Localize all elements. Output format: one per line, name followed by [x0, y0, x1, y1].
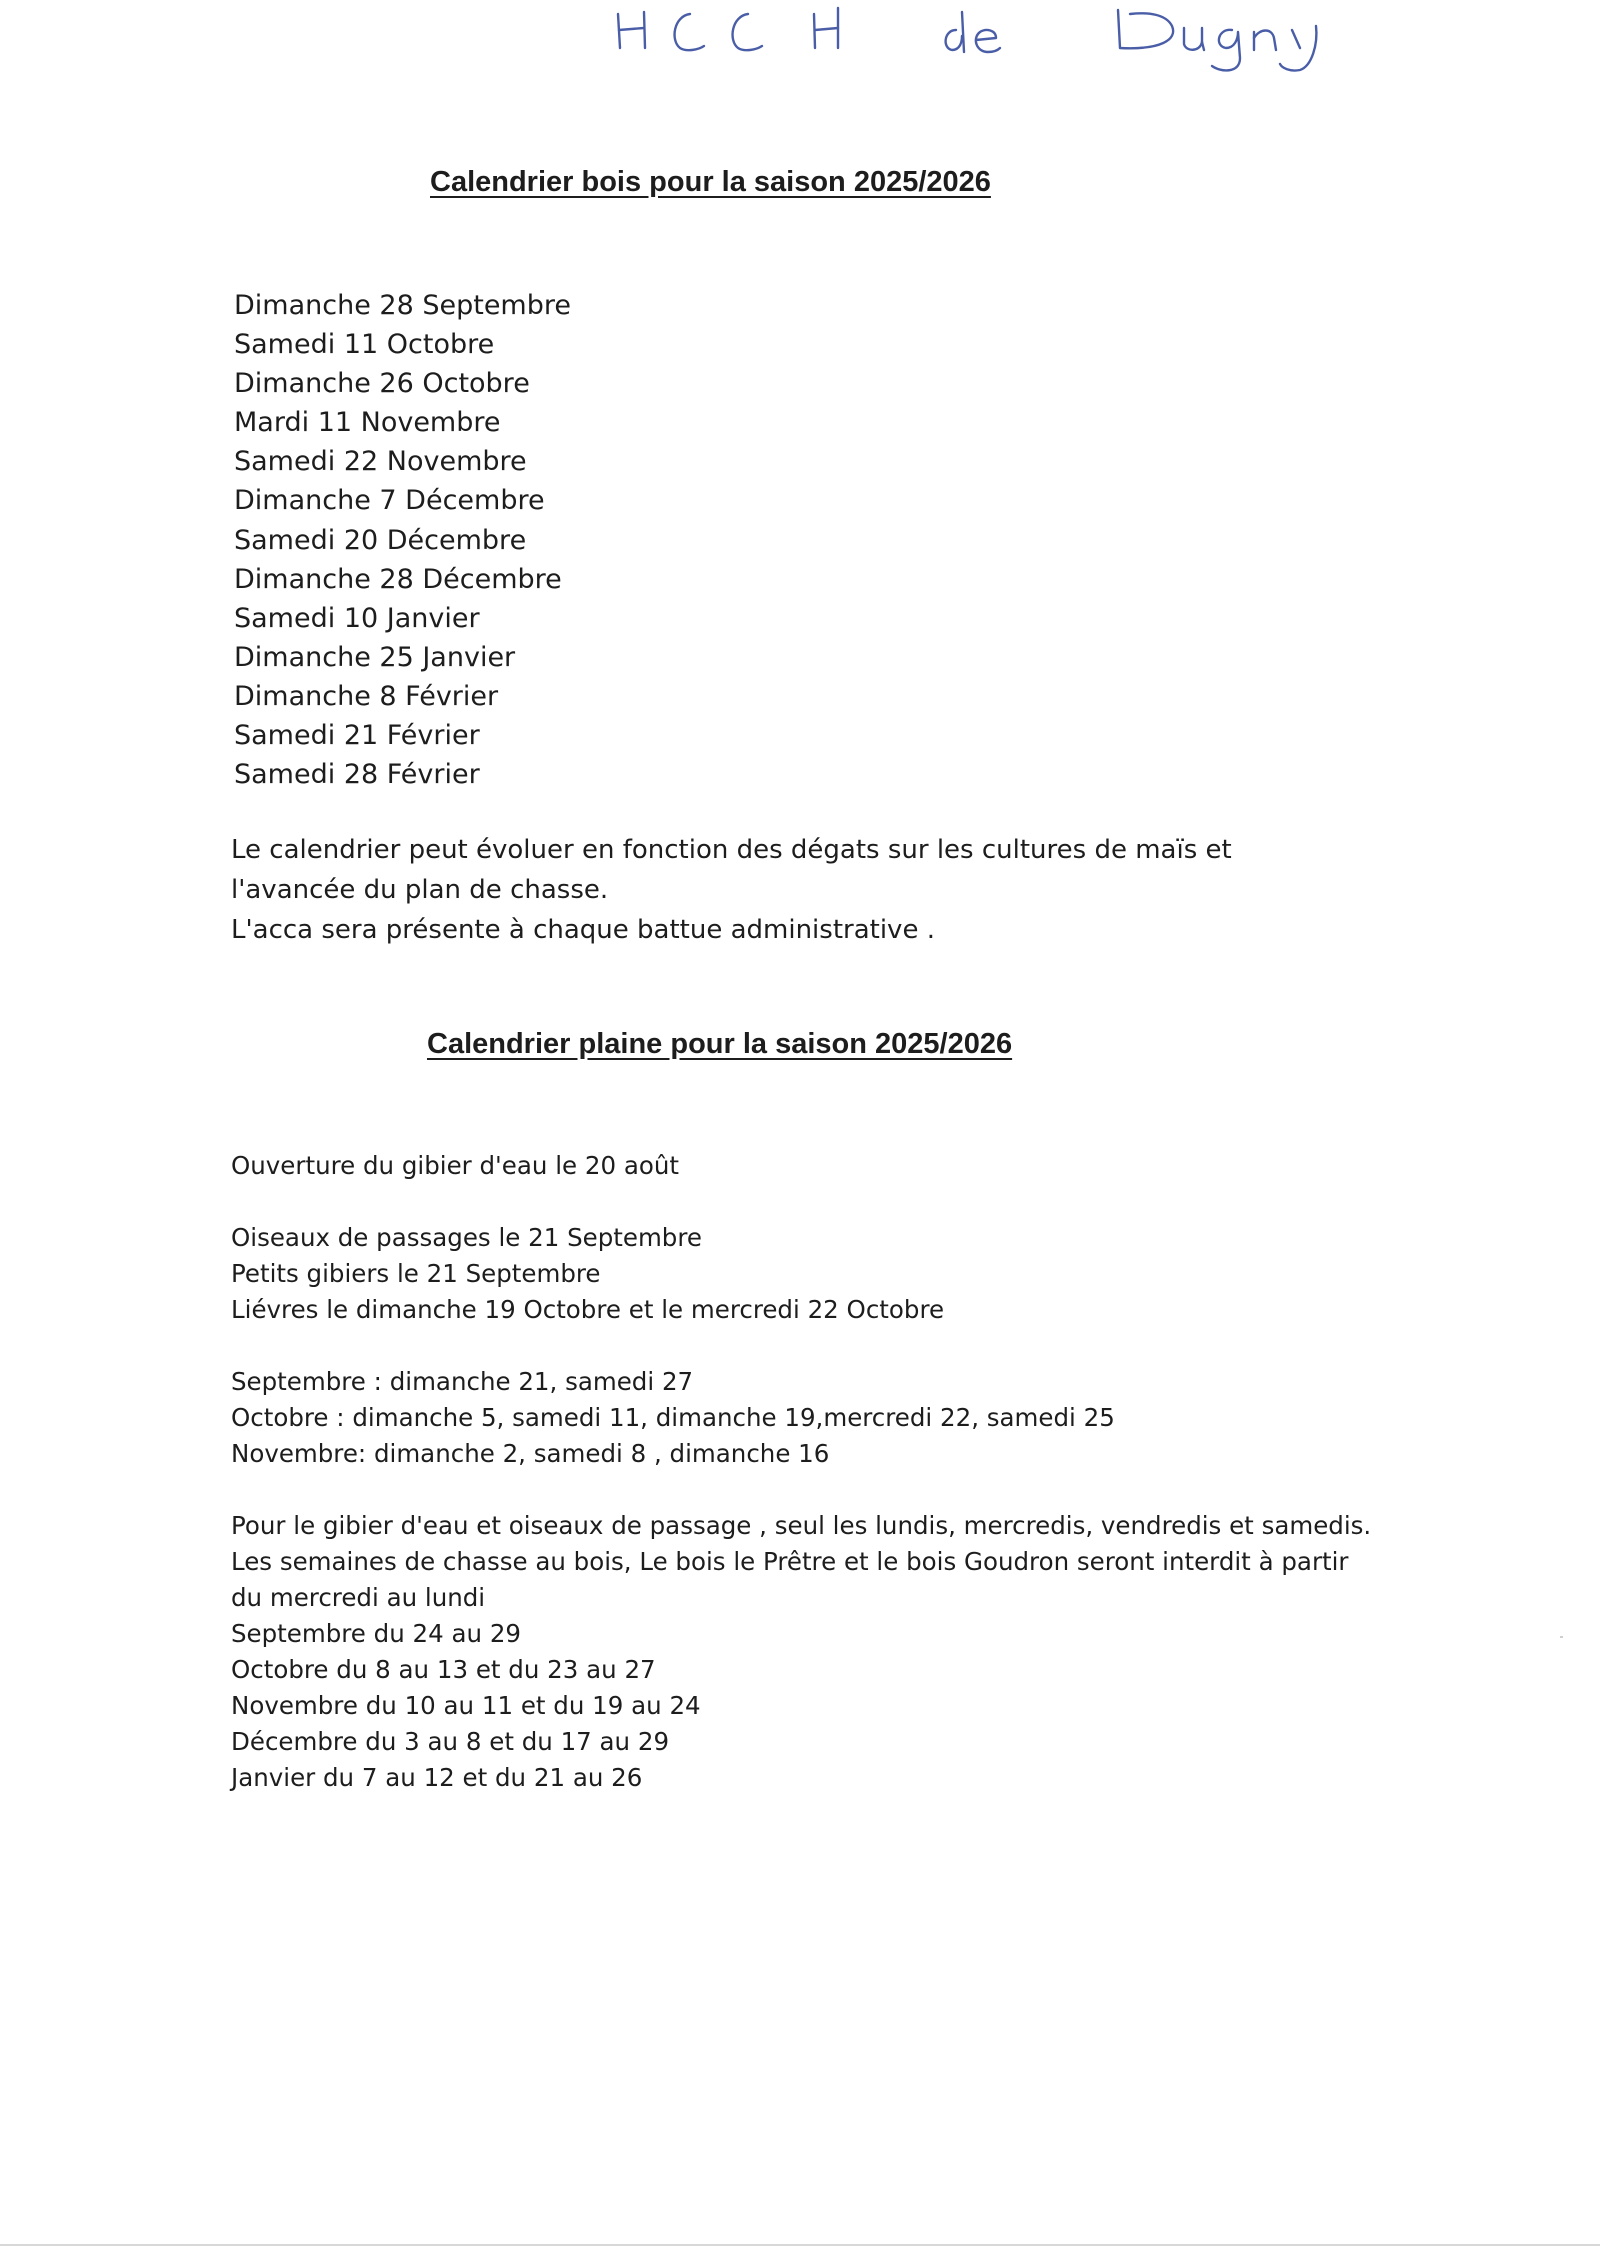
- note-line: Le calendrier peut évoluer en fonction des dégats sur les cultures de maïs et: [231, 835, 1232, 865]
- bois-note: [231, 830, 1381, 950]
- list-item: Samedi 11 Octobre: [234, 329, 495, 361]
- list-item: Pour le gibier d'eau et oiseaux de passage , seul les lundis, mercredis, vendredis et samedis.: [231, 1511, 1372, 1540]
- list-item: Janvier du 7 au 12 et du 21 au 26: [231, 1763, 643, 1792]
- plaine-ouverture: [231, 1148, 1431, 1184]
- bois-section-title: Calendrier bois pour la saison 2025/2026: [430, 166, 991, 198]
- handwritten-signature-icon: [600, 0, 1360, 110]
- list-item: Octobre : dimanche 5, samedi 11, dimanche 19,mercredi 22, samedi 25: [231, 1403, 1115, 1432]
- list-item: Septembre du 24 au 29: [231, 1619, 522, 1648]
- list-item: Dimanche 26 Octobre: [234, 368, 530, 400]
- list-item: Septembre : dimanche 21, samedi 27: [231, 1367, 694, 1396]
- list-item: Novembre du 10 au 11 et du 19 au 24: [231, 1691, 701, 1720]
- list-item: Samedi 21 Février: [234, 720, 480, 752]
- list-item: Dimanche 8 Février: [234, 680, 499, 712]
- bois-dates-list: [234, 286, 571, 794]
- scan-speck: [1560, 1636, 1563, 1638]
- list-item: Samedi 28 Février: [234, 759, 480, 791]
- list-item: Novembre: dimanche 2, samedi 8 , dimanche 16: [231, 1439, 830, 1468]
- scan-edge-line: [0, 2244, 1600, 2246]
- list-item: Les semaines de chasse au bois, Le bois le Prêtre et le bois Goudron seront interdit à partir: [231, 1547, 1349, 1576]
- ouverture-line: Ouverture du gibier d'eau le 20 août: [231, 1151, 679, 1180]
- list-item: Dimanche 28 Septembre: [234, 290, 571, 321]
- list-item: Oiseaux de passages le 21 Septembre: [231, 1223, 702, 1252]
- list-item: Octobre du 8 au 13 et du 23 au 27: [231, 1655, 656, 1684]
- plaine-section-title: Calendrier plaine pour la saison 2025/2026: [427, 1028, 1013, 1060]
- handwritten-header: [600, 0, 1360, 110]
- list-item: du mercredi au lundi: [231, 1583, 486, 1612]
- list-item: Décembre du 3 au 8 et du 17 au 29: [231, 1727, 670, 1756]
- list-item: Samedi 22 Novembre: [234, 446, 527, 478]
- plaine-regles: [231, 1508, 1431, 1796]
- list-item: Samedi 20 Décembre: [234, 524, 527, 556]
- list-item: Petits gibiers le 21 Septembre: [231, 1259, 601, 1288]
- list-item: Dimanche 7 Décembre: [234, 485, 545, 517]
- list-item: Dimanche 25 Janvier: [234, 641, 516, 673]
- plaine-especes: [231, 1220, 1431, 1328]
- list-item: Mardi 11 Novembre: [234, 407, 501, 439]
- list-item: Samedi 10 Janvier: [234, 602, 480, 634]
- list-item: Liévres le dimanche 19 Octobre et le mercredi 22 Octobre: [231, 1295, 945, 1324]
- note-line: L'acca sera présente à chaque battue administrative .: [231, 915, 935, 945]
- list-item: Dimanche 28 Décembre: [234, 563, 562, 595]
- plaine-mois: [231, 1364, 1431, 1472]
- note-line: l'avancée du plan de chasse.: [231, 875, 609, 905]
